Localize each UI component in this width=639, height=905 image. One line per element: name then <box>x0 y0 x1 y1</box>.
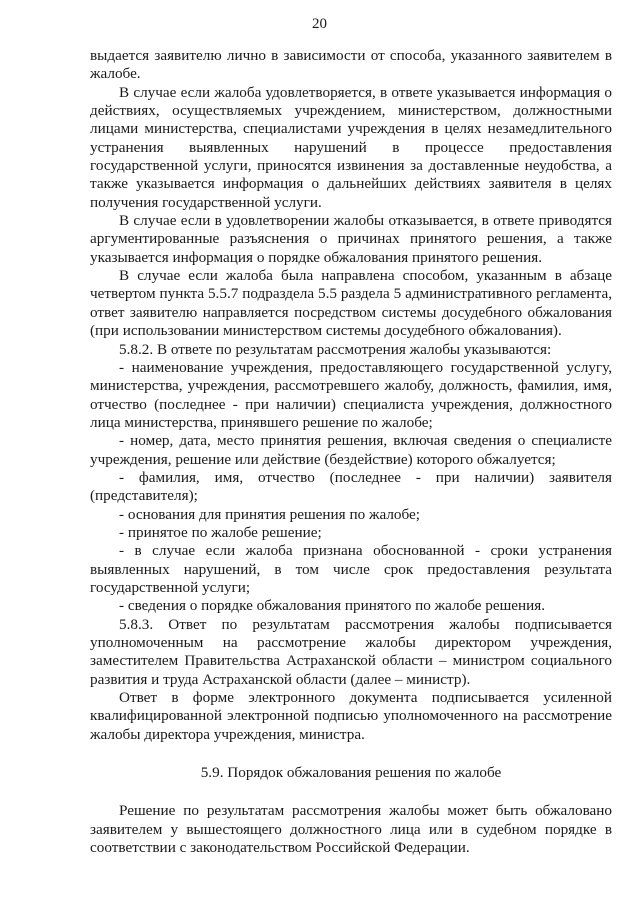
list-item: - основания для принятия решения по жалобе; <box>119 505 420 523</box>
section-heading: 5.9. Порядок обжалования решения по жалобе <box>200 764 502 782</box>
paragraph: В случае если в удовлетворении жалобы отказывается, в ответе приводятся аргументированные разъяснения о причинах принятого решения, а также указывается информация о порядке обжалования принятого решения. <box>90 212 612 266</box>
paragraph: В случае если жалоба удовлетворяется, в ответе указывается информация о действиях, осуществляемых учреждением, министерством, должностными лицами министерства, специалистами учреждения в целях незамедлительного устранения выявленных нарушений в процессе предоставления государственной услуги, приносятся извинения за доставленные неудобства, а также указывается информация о дальнейших действиях заявителя в целях получения государственной услуги. <box>90 83 612 211</box>
paragraph: Ответ в форме электронного документа подписывается усиленной квалифицированной электронной подписью уполномоченного на рассмотрение жалобы директора учреждения, министра. <box>90 689 612 743</box>
document-body <box>90 47 612 857</box>
paragraph: В случае если жалоба была направлена способом, указанным в абзаце четвертом пункта 5.5.7 подраздела 5.5 раздела 5 административного регламента, ответ заявителю направляется посредством системы досудебного обжалования (при использовании министерством системы досудебного обжалования). <box>90 267 612 340</box>
list-item: - в случае если жалоба признана обоснованной - сроки устранения выявленных нарушений, в том числе срок предоставления результата государственной услуги; <box>90 542 612 596</box>
paragraph: 5.8.3. Ответ по результатам рассмотрения жалобы подписывается уполномоченным на рассмотрение жалобы директором учреждения, заместителем Правительства Астраханской области – министром социального развития и труда Астраханской области (далее – министр). <box>90 615 612 688</box>
list-item: - фамилия, имя, отчество (последнее - при наличии) заявителя (представителя); <box>90 468 612 505</box>
list-item: - принятое по жалобе решение; <box>119 523 322 541</box>
paragraph: Решение по результатам рассмотрения жалобы может быть обжаловано заявителем у вышестоящего должностного лица или в судебном порядке в соответствии с законодательством Российской Федерации. <box>90 802 612 857</box>
list-item: - наименование учреждения, предоставляющего государственной услугу, министерства, учреждения, рассмотревшего жалобу, должность, фамилия, имя, отчество (последнее - при наличии) специалиста учреждения, должностного лица министерства, принявшего решение по жалобе; <box>90 358 612 431</box>
clause-heading: 5.8.2. В ответе по результатам рассмотрения жалобы указываются: <box>119 340 552 358</box>
list-item: - номер, дата, место принятия решения, включая сведения о специалисте учреждения, решение или действие (бездействие) которого обжалуется; <box>90 432 612 468</box>
list-item: - сведения о порядке обжалования принятого по жалобе решения. <box>119 597 546 615</box>
page-number: 20 <box>312 16 327 32</box>
paragraph: выдается заявителю лично в зависимости от способа, указанного заявителем в жалобе. <box>90 47 612 83</box>
